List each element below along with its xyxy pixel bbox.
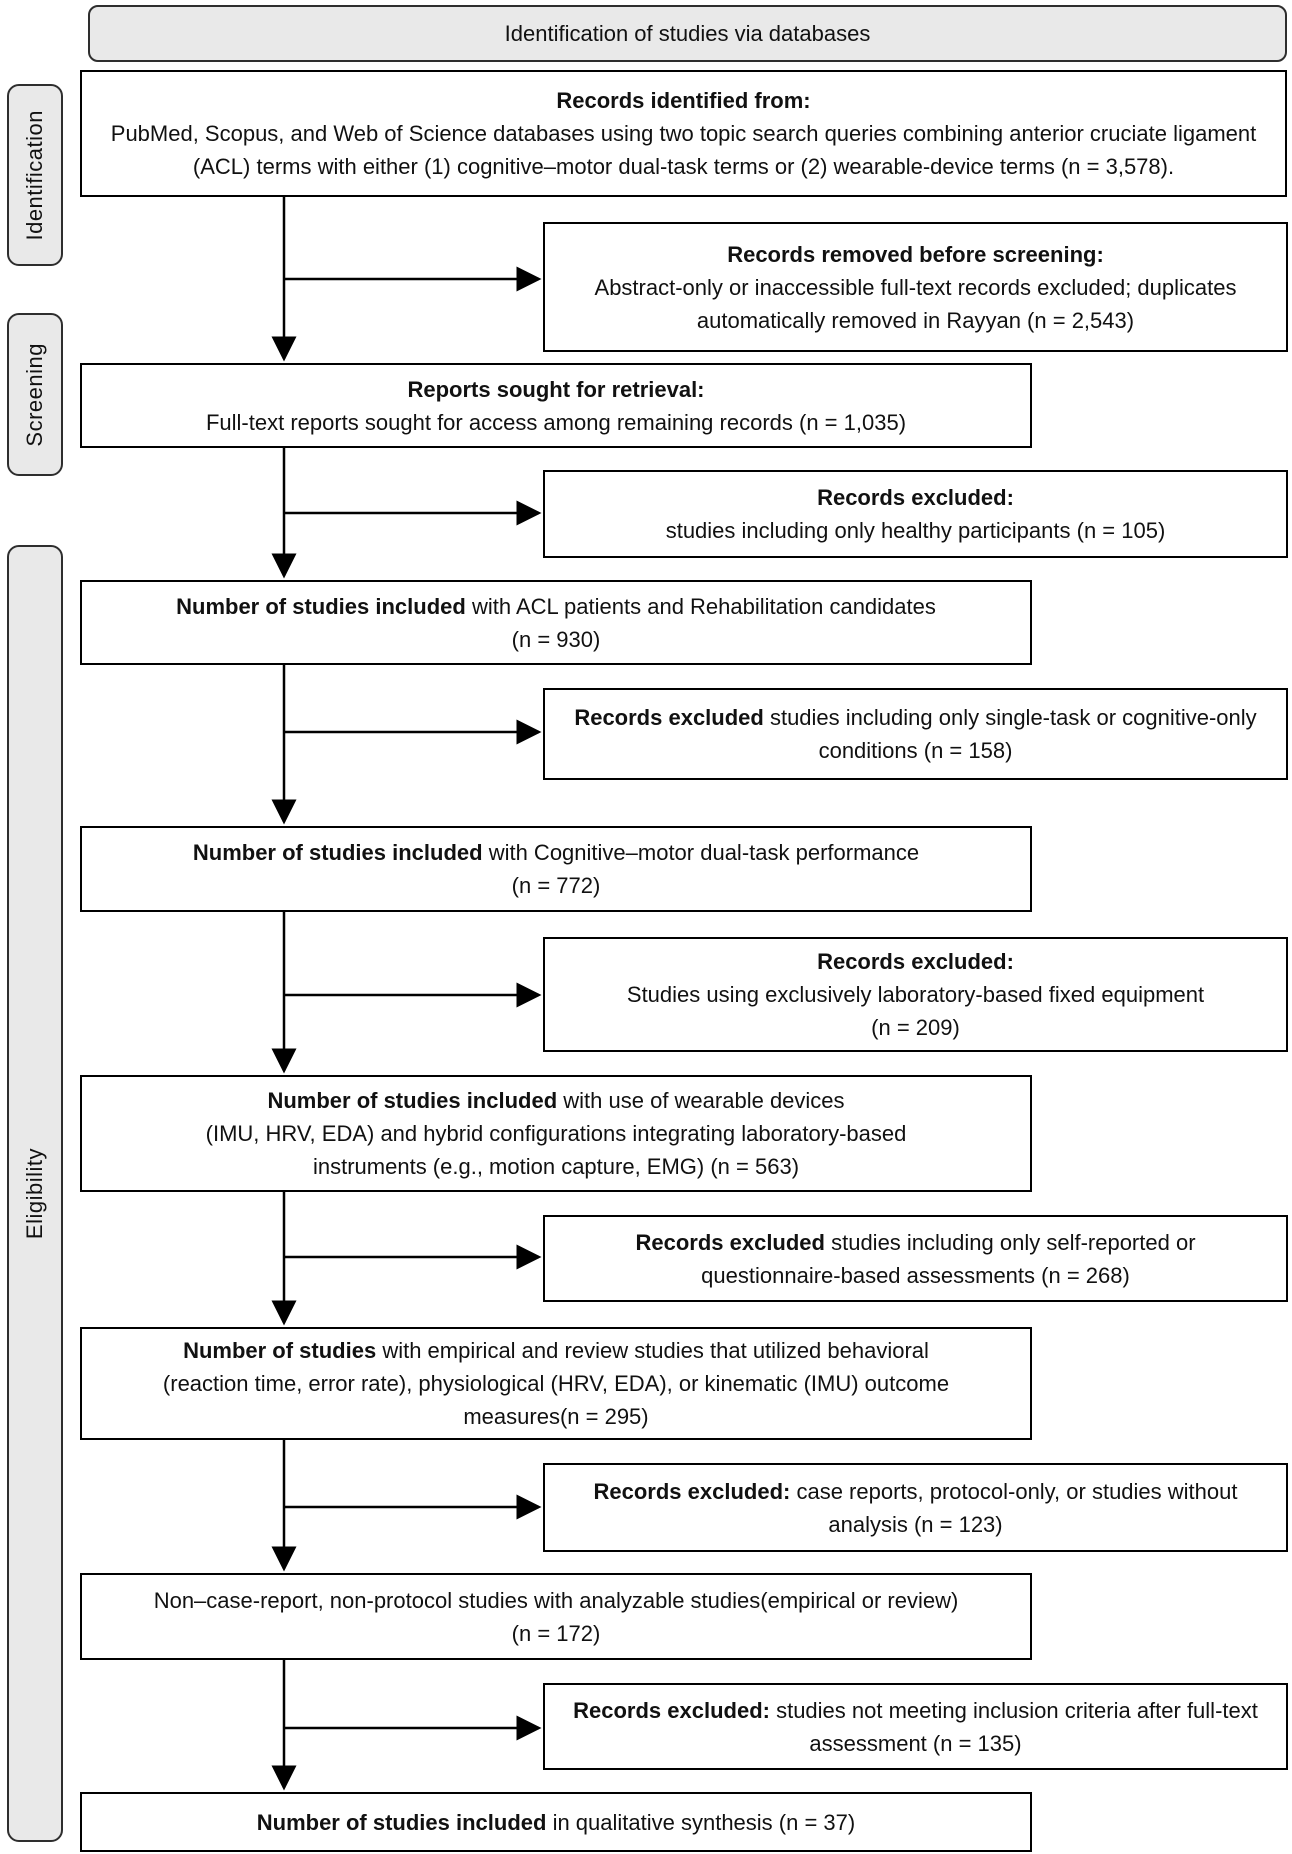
node-body: Studies using exclusively laboratory-based fixed equipment <box>626 982 1205 1007</box>
node-bold-lead: Records excluded <box>574 705 764 730</box>
node-body <box>100 1334 1012 1367</box>
node-body-text: with use of wearable devices <box>557 1088 845 1113</box>
node-excluded-case-reports <box>543 1463 1288 1552</box>
node-body <box>563 701 1268 767</box>
node-reports-sought <box>80 363 1032 448</box>
node-bold-lead: Number of studies included <box>267 1088 558 1113</box>
node-body: Abstract-only or inaccessible full-text records excluded; duplicates automatically removed in Rayyan (n = 2,543) <box>594 274 1237 333</box>
node-count: (n = 772) <box>511 873 601 898</box>
node-body <box>563 1694 1268 1760</box>
node-body: Non–case-report, non-protocol studies with analyzable studies(empirical or review) <box>153 1587 959 1613</box>
node-body-text: case reports, protocol-only, or studies without analysis (n = 123) <box>790 1478 1238 1537</box>
node-body <box>563 1226 1268 1292</box>
node-body-text: with ACL patients and Rehabilitation candidates <box>465 593 936 619</box>
node-body: Full-text reports sought for access among remaining records (n = 1,035) <box>205 409 907 435</box>
node-body-line3: measures(n = 295) <box>463 1404 649 1429</box>
node-bold-lead: Number of studies included <box>192 840 483 865</box>
node-body <box>563 1475 1268 1541</box>
node-body-text: in qualitative synthesis (n = 37) <box>546 1809 856 1835</box>
node-bold-lead: Number of studies included <box>256 1809 547 1835</box>
node-body-text: studies not meeting inclusion criteria after full-text assessment (n = 135) <box>769 1697 1258 1756</box>
node-body-line2: (IMU, HRV, EDA) and hybrid configurations integrating laboratory-based <box>205 1121 907 1146</box>
node-body-text: studies including only self-reported or questionnaire-based assessments (n = 268) <box>701 1229 1196 1288</box>
node-body-text: with empirical and review studies that utilized behavioral <box>376 1338 929 1363</box>
node-body: PubMed, Scopus, and Web of Science databases using two topic search queries combining anterior cruciate ligament (ACL) terms with either (1) cognitive–motor dual-task terms or (2) wearable-device terms (n = 3,578). <box>110 121 1257 179</box>
diagram-header-label: Identification of studies via databases <box>504 20 871 46</box>
stage-label-text: Identification <box>22 109 47 241</box>
node-body-line3: instruments (e.g., motion capture, EMG) (n = 563) <box>312 1154 800 1179</box>
node-excluded-inclusion-criteria <box>543 1683 1288 1770</box>
stage-label-eligibility <box>7 545 63 1842</box>
node-body <box>100 590 1012 623</box>
node-excluded-lab-equipment <box>543 937 1288 1052</box>
node-excluded-single-task <box>543 688 1288 780</box>
stage-label-text: Screening <box>22 342 47 447</box>
node-included-dual-task <box>80 826 1032 912</box>
node-excluded-self-report <box>543 1215 1288 1302</box>
node-title: Records excluded: <box>817 485 1014 510</box>
node-body-text: with Cognitive–motor dual-task performance <box>482 840 920 865</box>
node-bold-lead: Number of studies included <box>176 593 466 619</box>
stage-label-identification <box>7 84 63 266</box>
node-included-final <box>80 1792 1032 1852</box>
node-body <box>100 1806 1012 1839</box>
node-count: (n = 172) <box>511 1620 601 1646</box>
node-title: Records removed before screening: <box>727 241 1104 267</box>
node-included-wearables <box>80 1075 1032 1192</box>
node-analyzable-studies <box>80 1573 1032 1660</box>
node-included-outcome-measures <box>80 1327 1032 1440</box>
diagram-header <box>88 5 1287 62</box>
node-excluded-healthy <box>543 470 1288 558</box>
node-count: (n = 209) <box>871 1015 960 1040</box>
node-bold-lead: Number of studies <box>183 1338 377 1363</box>
node-bold-lead: Records excluded: <box>573 1697 770 1723</box>
node-body <box>100 1084 1012 1117</box>
node-records-removed <box>543 222 1288 352</box>
node-title: Records identified from: <box>556 88 811 113</box>
stage-label-text: Eligibility <box>22 1147 47 1240</box>
node-records-identified <box>80 70 1287 197</box>
node-title: Records excluded: <box>817 949 1014 974</box>
node-included-acl-patients <box>80 580 1032 665</box>
stage-label-screening <box>7 313 63 476</box>
node-title: Reports sought for retrieval: <box>407 376 705 402</box>
node-body-line2: (reaction time, error rate), physiological (HRV, EDA), or kinematic (IMU) outcome <box>162 1371 950 1396</box>
node-count: (n = 930) <box>511 626 601 652</box>
node-body: studies including only healthy participants (n = 105) <box>665 518 1166 543</box>
node-body <box>100 836 1012 869</box>
node-bold-lead: Records excluded <box>635 1229 825 1255</box>
node-bold-lead: Records excluded: <box>593 1478 791 1504</box>
node-body-text: studies including only single-task or cognitive-only conditions (n = 158) <box>763 705 1257 763</box>
